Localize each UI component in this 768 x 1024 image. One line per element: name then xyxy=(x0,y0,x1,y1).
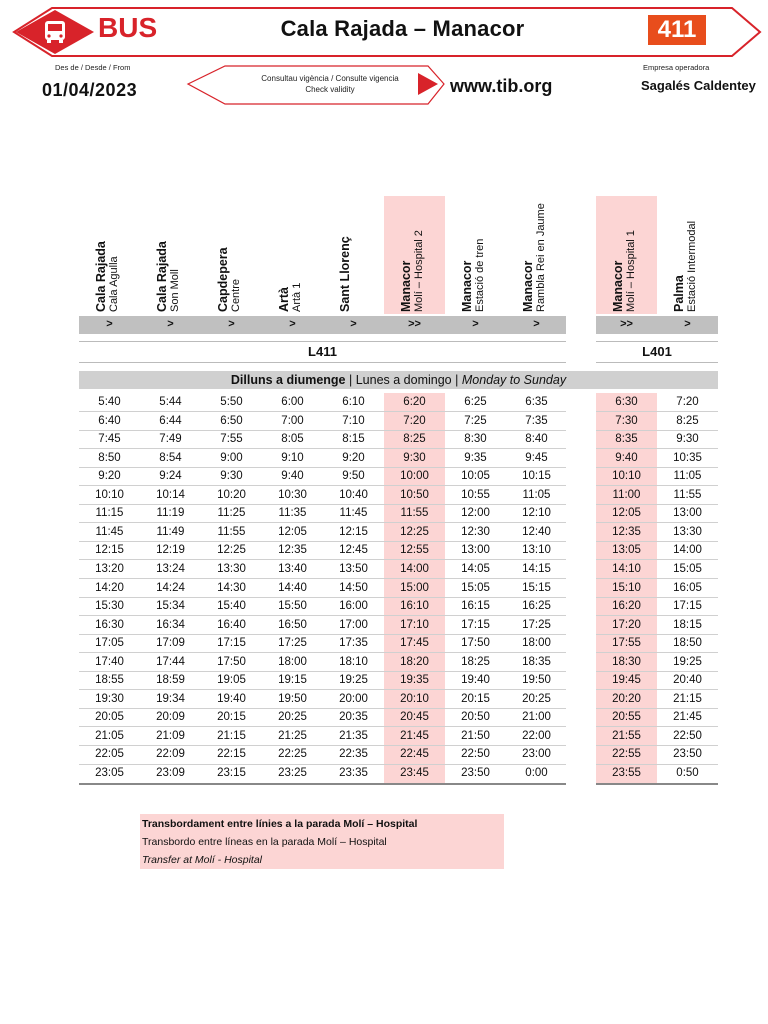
bus-icon xyxy=(45,21,65,43)
departure-time: 12:25 xyxy=(217,544,246,557)
departure-time: 0:50 xyxy=(676,767,699,779)
departure-time: 16:25 xyxy=(522,600,551,613)
direction-arrow: > xyxy=(350,318,357,330)
departure-time: 12:30 xyxy=(461,525,490,538)
departure-time: 8:40 xyxy=(525,433,548,446)
departure-time: 15:10 xyxy=(612,581,641,594)
departure-time: 19:34 xyxy=(156,692,185,705)
line-label-l411: L411 xyxy=(308,344,337,359)
departure-time: 19:45 xyxy=(612,674,641,687)
departure-time: 19:40 xyxy=(461,674,490,687)
departure-time: 20:35 xyxy=(339,711,368,724)
departure-time: 8:30 xyxy=(464,433,487,446)
departure-time: 13:20 xyxy=(95,562,124,575)
departure-time: 15:40 xyxy=(217,600,246,613)
departure-time: 16:05 xyxy=(673,581,702,594)
departure-time: 18:00 xyxy=(522,637,551,650)
departure-time: 6:25 xyxy=(464,396,487,408)
departure-time: 19:40 xyxy=(217,692,246,705)
departure-time: 8:50 xyxy=(98,451,121,464)
website-link[interactable]: www.tib.org xyxy=(450,76,553,96)
departure-time: 16:10 xyxy=(400,600,429,613)
departure-time: 8:35 xyxy=(615,433,638,446)
stop-name: Molí – Hospital 1 xyxy=(625,230,637,312)
departure-time: 20:25 xyxy=(278,711,307,724)
departure-time: 7:10 xyxy=(342,414,365,427)
departure-time: 22:50 xyxy=(673,729,702,742)
stop-town: Sant Llorenç xyxy=(338,236,352,312)
departure-time: 17:05 xyxy=(95,637,124,650)
departure-time: 11:35 xyxy=(278,507,307,520)
stop-name: Estació Intermodal xyxy=(686,220,698,312)
departure-time: 12:10 xyxy=(522,507,551,520)
departure-time: 9:30 xyxy=(220,470,243,483)
departure-time: 11:19 xyxy=(156,507,185,520)
departure-time: 15:05 xyxy=(461,581,490,594)
stop-header xyxy=(140,196,201,314)
departure-time: 8:54 xyxy=(159,451,182,464)
departure-time: 23:15 xyxy=(217,767,246,779)
service-days-band: Dilluns a diumenge | Lunes a domingo | Monday to Sunday xyxy=(79,371,718,389)
departure-time: 20:25 xyxy=(522,692,551,705)
departure-time: 13:00 xyxy=(461,544,490,557)
table-bottom-rule xyxy=(79,783,566,785)
stop-name: Rambla Rei en Jaume xyxy=(535,203,547,312)
departure-time: 18:20 xyxy=(400,655,429,668)
departure-time: 19:35 xyxy=(400,674,429,687)
stop-name: Estació de tren xyxy=(474,238,486,312)
departure-time: 20:00 xyxy=(339,692,368,705)
departure-time: 11:15 xyxy=(95,507,124,520)
departure-time: 23:05 xyxy=(95,767,124,779)
departure-time: 7:55 xyxy=(220,433,243,446)
departure-time: 22:05 xyxy=(95,748,124,761)
departure-time: 7:35 xyxy=(525,414,548,427)
departure-time: 14:10 xyxy=(612,562,641,575)
line-label-l401: L401 xyxy=(642,344,672,359)
bus-label: BUS xyxy=(98,12,158,43)
departure-time: 14:50 xyxy=(339,581,368,594)
departure-time: 18:50 xyxy=(673,637,702,650)
departure-time: 10:35 xyxy=(673,451,702,464)
direction-arrow: > xyxy=(167,318,174,330)
departure-time: 0:00 xyxy=(525,767,548,779)
departure-time: 5:44 xyxy=(159,396,182,408)
departure-time: 14:15 xyxy=(522,562,551,575)
departure-time: 9:40 xyxy=(615,451,638,464)
departure-time: 10:40 xyxy=(339,488,368,501)
departure-time: 15:15 xyxy=(522,581,551,594)
stop-town: Palma xyxy=(672,275,686,312)
departure-time: 17:10 xyxy=(400,618,429,631)
departure-time: 17:55 xyxy=(612,637,641,650)
departure-time: 22:50 xyxy=(461,748,490,761)
departure-time: 14:20 xyxy=(95,581,124,594)
departure-time: 5:50 xyxy=(220,396,243,408)
from-date: 01/04/2023 xyxy=(42,80,138,100)
departure-time: 21:25 xyxy=(278,729,307,742)
departure-time: 17:25 xyxy=(522,618,551,631)
departure-time: 9:50 xyxy=(342,470,365,483)
departure-time: 14:30 xyxy=(217,581,246,594)
stop-header xyxy=(445,196,506,314)
departure-time: 13:40 xyxy=(278,562,307,575)
departure-time: 16:40 xyxy=(217,618,246,631)
departure-time: 10:30 xyxy=(278,488,307,501)
departure-time: 21:35 xyxy=(339,729,368,742)
departure-time: 8:05 xyxy=(281,433,304,446)
departure-time: 17:15 xyxy=(673,600,702,613)
stop-header xyxy=(506,196,567,314)
departure-time: 16:34 xyxy=(156,618,185,631)
direction-arrow: > xyxy=(228,318,235,330)
departure-time: 6:30 xyxy=(615,396,638,408)
departure-time: 20:15 xyxy=(461,692,490,705)
departure-time: 20:50 xyxy=(461,711,490,724)
departure-time: 20:05 xyxy=(95,711,124,724)
departure-time: 12:25 xyxy=(400,525,429,538)
departure-time: 14:40 xyxy=(278,581,307,594)
departure-time: 14:00 xyxy=(673,544,702,557)
departure-time: 23:35 xyxy=(339,767,368,779)
departure-time: 6:40 xyxy=(98,414,121,427)
departure-time: 20:40 xyxy=(673,674,702,687)
departure-time: 18:30 xyxy=(612,655,641,668)
departure-time: 12:35 xyxy=(612,525,641,538)
stop-town: Manacor xyxy=(460,260,474,312)
departure-time: 6:00 xyxy=(281,396,304,408)
direction-arrow: > xyxy=(106,318,113,330)
departure-time: 7:00 xyxy=(281,414,304,427)
direction-arrow: > xyxy=(684,318,691,330)
departure-time: 22:25 xyxy=(278,748,307,761)
departure-time: 18:59 xyxy=(156,674,185,687)
stop-header xyxy=(79,196,140,314)
departure-time: 22:35 xyxy=(339,748,368,761)
departure-time: 16:20 xyxy=(612,600,641,613)
departure-time: 15:30 xyxy=(95,600,124,613)
stop-town: Manacor xyxy=(521,260,535,312)
departure-time: 13:50 xyxy=(339,562,368,575)
departure-time: 20:45 xyxy=(400,711,429,724)
departure-time: 5:40 xyxy=(98,396,121,408)
departure-time: 9:35 xyxy=(464,451,487,464)
stop-town: Artà xyxy=(277,286,291,312)
departure-time: 7:45 xyxy=(98,433,121,446)
departure-time: 17:40 xyxy=(95,655,124,668)
departure-time: 11:55 xyxy=(673,488,702,501)
departure-time: 22:55 xyxy=(612,748,641,761)
departure-time: 10:55 xyxy=(461,488,490,501)
departure-time: 12:15 xyxy=(95,544,124,557)
stop-town: Cala Rajada xyxy=(155,241,169,312)
transfer-note-en: Transfer at Molí - Hospital xyxy=(142,854,263,866)
direction-arrow: > xyxy=(472,318,479,330)
departure-time: 9:20 xyxy=(98,470,121,483)
departure-time: 11:55 xyxy=(217,525,246,538)
departure-time: 21:15 xyxy=(217,729,246,742)
stop-header xyxy=(201,196,262,314)
departure-time: 9:20 xyxy=(342,451,365,464)
departure-time: 12:15 xyxy=(339,525,368,538)
departure-time: 14:00 xyxy=(400,562,429,575)
departure-time: 22:09 xyxy=(156,748,185,761)
departure-time: 20:20 xyxy=(612,692,641,705)
departure-time: 22:45 xyxy=(400,748,429,761)
departure-time: 21:05 xyxy=(95,729,124,742)
departure-time: 7:49 xyxy=(159,433,182,446)
departure-time: 21:45 xyxy=(673,711,702,724)
departure-time: 17:20 xyxy=(612,618,641,631)
departure-time: 16:30 xyxy=(95,618,124,631)
departure-time: 13:24 xyxy=(156,562,185,575)
departure-time: 6:10 xyxy=(342,396,365,408)
departure-time: 11:45 xyxy=(339,507,368,520)
stop-name: Centre xyxy=(230,278,242,312)
departure-time: 8:25 xyxy=(403,433,426,446)
divider xyxy=(79,362,566,363)
departure-time: 10:10 xyxy=(95,488,124,501)
departure-time: 7:20 xyxy=(676,396,699,408)
divider xyxy=(596,362,718,363)
departure-time: 9:30 xyxy=(676,433,699,446)
departure-time: 12:05 xyxy=(278,525,307,538)
departure-time: 12:40 xyxy=(522,525,551,538)
departure-time: 14:24 xyxy=(156,581,185,594)
departure-time: 17:09 xyxy=(156,637,185,650)
departure-time: 18:25 xyxy=(461,655,490,668)
stop-header xyxy=(262,196,323,314)
departure-time: 10:14 xyxy=(156,488,185,501)
departure-time: 21:09 xyxy=(156,729,185,742)
departure-time: 9:30 xyxy=(403,451,426,464)
direction-arrow: > xyxy=(533,318,540,330)
departure-time: 10:00 xyxy=(400,470,429,483)
departure-time: 11:05 xyxy=(522,488,551,501)
departure-time: 14:05 xyxy=(461,562,490,575)
departure-time: 19:25 xyxy=(339,674,368,687)
stop-header xyxy=(596,196,657,314)
departure-time: 13:30 xyxy=(217,562,246,575)
departure-time: 19:30 xyxy=(95,692,124,705)
departure-time: 19:50 xyxy=(522,674,551,687)
departure-time: 15:50 xyxy=(278,600,307,613)
departure-time: 16:50 xyxy=(278,618,307,631)
stop-name: Son Moll xyxy=(169,269,181,312)
table-bottom-rule xyxy=(596,783,718,785)
transfer-note-ca: Transbordament entre línies a la parada Molí – Hospital xyxy=(142,818,418,830)
departure-time: 17:35 xyxy=(339,637,368,650)
departure-time: 7:20 xyxy=(403,414,426,427)
departure-time: 6:20 xyxy=(403,396,426,408)
departure-time: 12:05 xyxy=(612,507,641,520)
departure-time: 23:09 xyxy=(156,767,185,779)
departure-time: 16:00 xyxy=(339,600,368,613)
departure-time: 18:15 xyxy=(673,618,702,631)
departure-time: 20:09 xyxy=(156,711,185,724)
direction-arrow: >> xyxy=(620,318,633,330)
stop-header xyxy=(384,196,445,314)
departure-time: 18:55 xyxy=(95,674,124,687)
departure-time: 18:35 xyxy=(522,655,551,668)
departure-time: 19:05 xyxy=(217,674,246,687)
departure-time: 9:40 xyxy=(281,470,304,483)
departure-time: 12:00 xyxy=(461,507,490,520)
from-label: Des de / Desde / From xyxy=(55,63,131,72)
divider xyxy=(596,341,718,342)
departure-time: 20:10 xyxy=(400,692,429,705)
departure-time: 10:05 xyxy=(461,470,490,483)
departure-time: 6:44 xyxy=(159,414,182,427)
departure-time: 13:05 xyxy=(612,544,641,557)
departure-time: 12:55 xyxy=(400,544,429,557)
departure-time: 6:50 xyxy=(220,414,243,427)
departure-time: 23:45 xyxy=(400,767,429,779)
departure-time: 12:35 xyxy=(278,544,307,557)
departure-time: 17:15 xyxy=(217,637,246,650)
departure-time: 21:45 xyxy=(400,729,429,742)
stop-town: Cala Rajada xyxy=(94,241,108,312)
departure-time: 17:44 xyxy=(156,655,185,668)
departure-time: 21:55 xyxy=(612,729,641,742)
departure-time: 23:00 xyxy=(522,748,551,761)
departure-time: 19:25 xyxy=(673,655,702,668)
departure-time: 17:50 xyxy=(217,655,246,668)
departure-time: 19:50 xyxy=(278,692,307,705)
direction-arrow: > xyxy=(289,318,296,330)
departure-time: 22:00 xyxy=(522,729,551,742)
route-title: Cala Rajada – Manacor xyxy=(280,16,525,41)
departure-time: 17:00 xyxy=(339,618,368,631)
departure-time: 11:55 xyxy=(400,507,429,520)
direction-arrow: >> xyxy=(408,318,421,330)
stop-name: Molí – Hospital 2 xyxy=(413,230,425,312)
departure-time: 13:10 xyxy=(522,544,551,557)
divider xyxy=(79,341,566,342)
stop-name: Artà 1 xyxy=(291,282,303,312)
departure-time: 18:10 xyxy=(339,655,368,668)
departure-time: 21:15 xyxy=(673,692,702,705)
departure-time: 11:05 xyxy=(673,470,702,483)
departure-time: 18:00 xyxy=(278,655,307,668)
departure-time: 17:50 xyxy=(461,637,490,650)
departure-time: 23:25 xyxy=(278,767,307,779)
departure-time: 22:15 xyxy=(217,748,246,761)
departure-time: 20:55 xyxy=(612,711,641,724)
validity-text: Consultau vigència / Consulte vigencia Check validity xyxy=(261,74,399,94)
departure-time: 17:45 xyxy=(400,637,429,650)
transfer-note xyxy=(140,814,504,869)
departure-time: 11:49 xyxy=(156,525,185,538)
departure-time: 15:00 xyxy=(400,581,429,594)
departure-time: 9:24 xyxy=(159,470,182,483)
departure-time: 10:10 xyxy=(612,470,641,483)
operator-label: Empresa operadora xyxy=(643,63,710,72)
departure-time: 6:35 xyxy=(525,396,548,408)
departure-time: 19:15 xyxy=(278,674,307,687)
departure-time: 8:25 xyxy=(676,414,699,427)
stop-town: Manacor xyxy=(611,260,625,312)
route-number-badge: 411 xyxy=(648,15,706,45)
departure-time: 21:00 xyxy=(522,711,551,724)
departure-time: 9:10 xyxy=(281,451,304,464)
departure-time: 7:25 xyxy=(464,414,487,427)
departure-time: 11:25 xyxy=(217,507,246,520)
departure-time: 11:45 xyxy=(95,525,124,538)
departure-time: 7:30 xyxy=(615,414,638,427)
departure-time: 23:50 xyxy=(461,767,490,779)
departure-time: 23:50 xyxy=(673,748,702,761)
departure-time: 15:34 xyxy=(156,600,185,613)
departure-time: 15:05 xyxy=(673,562,702,575)
departure-time: 8:15 xyxy=(342,433,365,446)
departure-time: 9:00 xyxy=(220,451,243,464)
departure-time: 10:50 xyxy=(400,488,429,501)
departure-time: 10:15 xyxy=(522,470,551,483)
stop-name: Cala Agulla xyxy=(108,256,120,312)
departure-time: 10:20 xyxy=(217,488,246,501)
departure-time: 11:00 xyxy=(612,488,641,501)
departure-time: 17:15 xyxy=(461,618,490,631)
departure-time: 17:25 xyxy=(278,637,307,650)
departure-time: 12:45 xyxy=(339,544,368,557)
stop-town: Manacor xyxy=(399,260,413,312)
departure-time: 13:00 xyxy=(673,507,702,520)
departure-time: 12:19 xyxy=(156,544,185,557)
departure-time: 13:30 xyxy=(673,525,702,538)
stop-town: Capdepera xyxy=(216,247,230,312)
departure-time: 16:15 xyxy=(461,600,490,613)
departure-time: 21:50 xyxy=(461,729,490,742)
departure-time: 9:45 xyxy=(525,451,548,464)
operator-name: Sagalés Caldentey xyxy=(641,78,756,93)
transfer-note-es: Transbordo entre líneas en la parada Molí – Hospital xyxy=(142,836,387,848)
departure-time: 20:15 xyxy=(217,711,246,724)
stop-header xyxy=(323,196,384,314)
stop-header xyxy=(657,196,718,314)
departure-time: 23:55 xyxy=(612,767,641,779)
